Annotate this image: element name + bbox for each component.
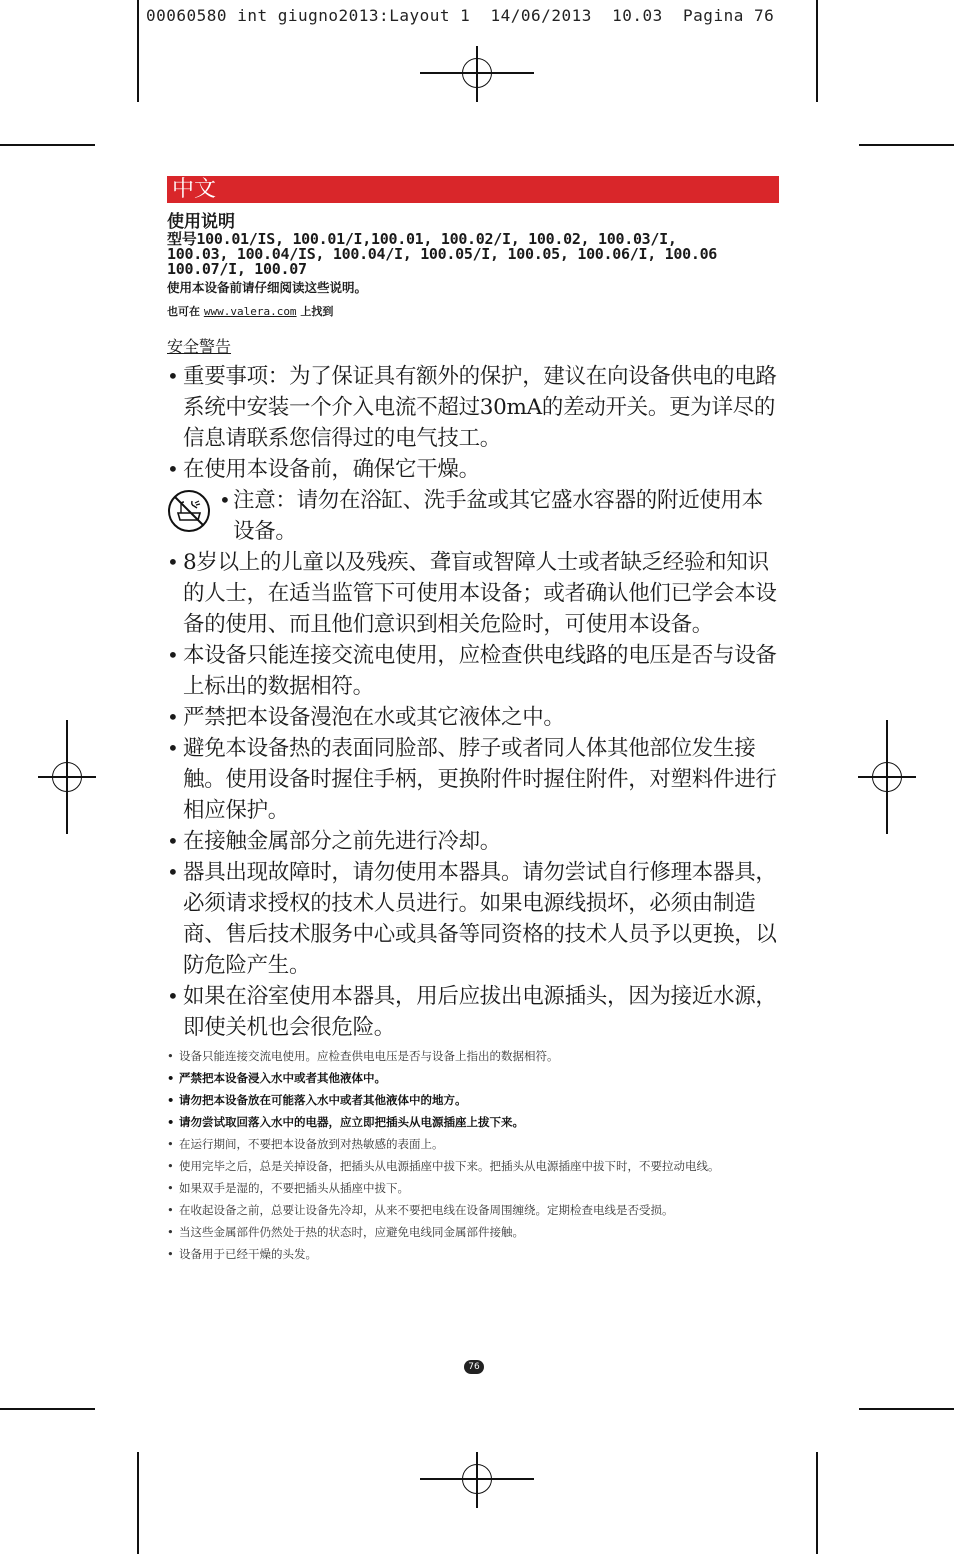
warning-item: • 在接触金属部分之前先进行冷却。 [167,826,779,857]
no-water-near-bathtub-icon [167,489,211,533]
print-slug: 00060580 int giugno2013:Layout 1 14/06/2013 10.03 Pagina 76 [146,6,775,25]
note-item: • 当这些金属部件仍然处于热的状态时，应避免电线同金属部件接触。 [167,1225,779,1239]
warning-item: • 避免本设备热的表面同脸部、脖子或者同人体其他部位发生接触。使用设备时握住手柄，更换附件时握住附件，对塑料件进行相应保护。 [167,733,779,826]
manual-title: 使用说明 [167,212,235,232]
note-item: • 请勿尝试取回落入水中的电器，应立即把插头从电源插座上拔下来。 [167,1115,779,1129]
note-item: • 请勿把本设备放在可能落入水中或者其他液体中的地方。 [167,1093,779,1107]
warning-item: • 器具出现故障时，请勿使用本器具。请勿尝试自行修理本器具，必须请求授权的技术人员进行。如果电源线损坏，必须由制造商、售后技术服务中心或具备等同资格的技术人员予以更换，以防危险产生。 [167,857,779,981]
warning-item: • 严禁把本设备漫泡在水或其它液体之中。 [167,702,779,733]
model-list [167,232,779,277]
section-heading-bar: 中文 [167,176,779,203]
website-link[interactable]: www.valera.com [203,305,297,318]
note-item: • 设备只能连接交流电使用。应检查供电电压是否与设备上指出的数据相符。 [167,1049,779,1063]
online-prefix: 也可在 [167,305,200,318]
warning-item: • 8岁以上的儿童以及残疾、聋盲或智障人士或者缺乏经验和知识的人士，在适当监管下可使用本设备；或者确认他们已学会本设备的使用、而且他们意识到相关危险时，可使用本设备。 [167,547,779,640]
warning-item-water [167,485,779,547]
warning-list [167,361,779,1043]
notes-list [167,1049,779,1261]
note-item: • 在运行期间，不要把本设备放到对热敏感的表面上。 [167,1137,779,1151]
warning-item: • 本设备只能连接交流电使用，应检查供电线路的电压是否与设备上标出的数据相符。 [167,640,779,702]
note-item: • 在收起设备之前，总要让设备先冷却，从来不要把电线在设备周围缠绕。定期检查电线是否受损。 [167,1203,779,1217]
model-line: 100.03, 100.04/IS, 100.04/I, 100.05/I, 100.05, 100.06/I, 100.06 [167,245,718,263]
warning-text: 注意：请勿在浴缸、洗手盆或其它盛水容器的附近使用本设备。 [233,488,764,544]
warning-item: • 如果在浴室使用本器具，用后应拔出电源插头，因为接近水源，即使关机也会很危险。 [167,981,779,1043]
model-line: 100.07/I, 100.07 [167,260,307,278]
online-suffix: 上找到 [300,305,334,318]
online-note [167,305,779,319]
page-number-badge: 76 [464,1360,484,1374]
model-line: 型号100.01/IS, 100.01/I,100.01, 100.02/I, 100.02, 100.03/I, [167,230,677,248]
safety-warnings-title: 安全警告 [167,337,232,356]
page-content [167,176,779,1269]
warning-item: • 重要事项：为了保证具有额外的保护，建议在向设备供电的电路系统中安装一个介入电流不超过30mA的差动开关。更为详尽的信息请联系您信得过的电气技工。 [167,361,779,454]
note-item: • 设备用于已经干燥的头发。 [167,1247,779,1261]
note-item: • 如果双手是湿的，不要把插头从插座中拔下。 [167,1181,779,1195]
read-instructions-note: 使用本设备前请仔细阅读这些说明。 [167,280,368,295]
note-item: • 使用完毕之后，总是关掉设备，把插头从电源插座中拔下来。把插头从电源插座中拔下时，不要拉动电线。 [167,1159,779,1173]
warning-item: • 在使用本设备前，确保它干燥。 [167,454,779,485]
note-item: • 严禁把本设备浸入水中或者其他液体中。 [167,1071,779,1085]
